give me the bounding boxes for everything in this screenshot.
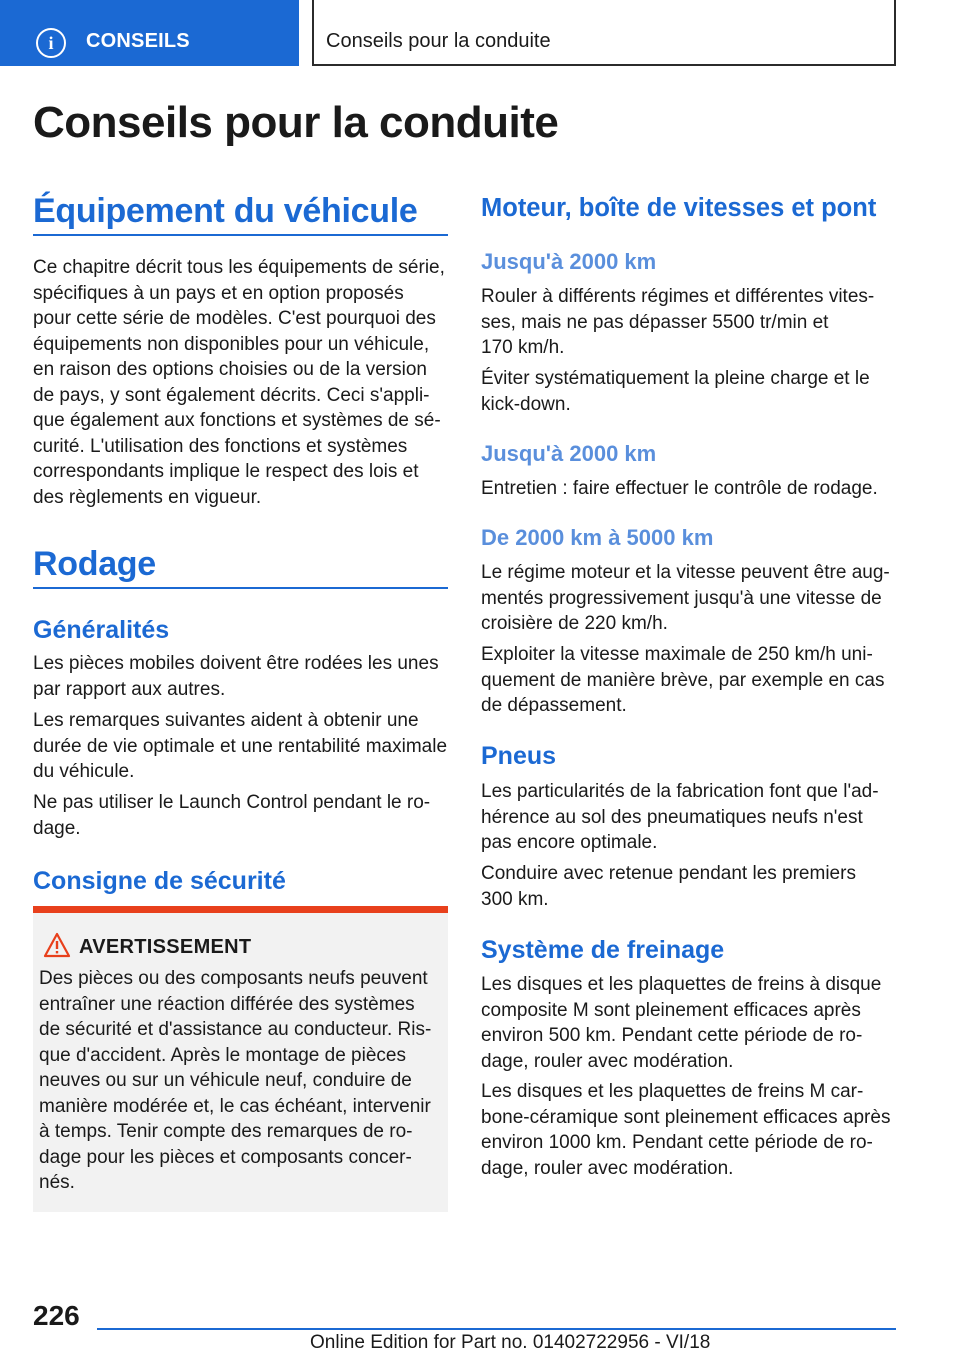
text-line: entraîner une réaction différée des systèmes (39, 993, 415, 1015)
heading-de2000: De 2000 km à 5000 km (481, 525, 714, 550)
jusqua-1-paragraph-2 (481, 366, 899, 417)
text-line: Les disques et les plaquettes de freins à disque (481, 974, 882, 995)
text-line: pas encore optimale. (481, 832, 658, 853)
text-line: kick-down. (481, 393, 571, 415)
text-line: manière modérée et, le cas échéant, intervenir (39, 1095, 431, 1117)
page-title: Conseils pour la conduite (33, 98, 559, 147)
heading-moteur: Moteur, boîte de vitesses et pont (481, 194, 877, 222)
text-line: de pays, y sont également décrits. Ceci s'appli- (33, 384, 430, 406)
generalites-paragraph-2 (33, 708, 453, 785)
text-line: Ce chapitre décrit tous les équipements de série, (33, 257, 445, 278)
text-line: Les particularités de la fabrication font que l'ad- (481, 781, 879, 802)
heading-consigne: Consigne de sécurité (33, 867, 286, 895)
text-line: dage, rouler avec modération. (481, 1157, 734, 1179)
pneus-paragraph-1 (481, 779, 899, 856)
generalites-paragraph-1 (33, 651, 453, 702)
text-line: que également aux fonctions et systèmes de sé- (33, 410, 441, 431)
text-line: à temps. Tenir compte des remarques de ro- (39, 1121, 413, 1142)
text-line: Conduire avec retenue pendant les premiers (481, 863, 856, 884)
text-line: Des pièces ou des composants neufs peuvent (39, 968, 428, 989)
page-number: 226 (33, 1300, 80, 1331)
text-line: équipements non disponibles pour un véhicule, (33, 333, 430, 355)
text-line: Les remarques suivantes aident à obtenir une (33, 710, 419, 731)
text-line: pour cette série de modèles. C'est pourquoi des (33, 308, 436, 329)
text-line: environ 500 km. Pendant cette période de ro- (481, 1025, 863, 1046)
text-line: nés. (39, 1172, 75, 1193)
text-line: 300 km. (481, 888, 549, 910)
heading-rule (33, 234, 448, 236)
text-line: 170 km/h. (481, 337, 565, 358)
heading-jusqua-2: Jusqu'à 2000 km (481, 441, 657, 466)
footer-rule (97, 1328, 896, 1330)
info-icon: i (36, 28, 66, 58)
text-line: durée de vie optimale et une rentabilité maximale (33, 735, 448, 757)
text-line: dage. (33, 817, 81, 839)
text-line: de sécurité et d'assistance au conducteur. Ris- (39, 1019, 432, 1040)
text-line: de dépassement. (481, 695, 627, 716)
de2000-paragraph-1 (481, 560, 899, 637)
section-tab (0, 0, 299, 66)
text-line: quement de manière brève, par exemple en cas (481, 669, 885, 691)
text-line: spécifiques à un pays et en option proposés (33, 282, 404, 304)
text-line: Ne pas utiliser le Launch Control pendant le ro- (33, 792, 431, 813)
text-line: correspondants implique le respect des lois et (33, 461, 419, 482)
pneus-paragraph-2 (481, 861, 899, 912)
jusqua-1-paragraph-1 (481, 284, 899, 361)
text-line: Les pièces mobiles doivent être rodées les unes (33, 653, 439, 674)
edition-note: Online Edition for Part no. 01402722956 - VI/18 (310, 1332, 711, 1353)
heading-rodage: Rodage (33, 545, 156, 583)
warning-bar (33, 906, 448, 913)
text-line: en raison des options choisies ou de la version (33, 359, 427, 380)
section-tab-label: CONSEILS (86, 30, 190, 52)
generalites-paragraph-3 (33, 790, 453, 841)
text-line: mentés progressivement jusqu'à une vitesse de (481, 587, 882, 609)
text-line: Les disques et les plaquettes de freins M car- (481, 1081, 864, 1102)
text-line: Entretien : faire effectuer le contrôle de rodage. (481, 478, 878, 499)
text-line: hérence au sol des pneumatiques neufs n'est (481, 806, 863, 828)
freinage-paragraph-1 (481, 972, 899, 1074)
heading-freinage: Système de freinage (481, 936, 725, 964)
warning-text (39, 966, 444, 1196)
text-line: neuves ou sur un véhicule neuf, conduire de (39, 1070, 412, 1091)
text-line: par rapport aux autres. (33, 678, 226, 700)
warning-triangle-icon (43, 932, 71, 958)
breadcrumb: Conseils pour la conduite (326, 30, 551, 52)
text-line: curité. L'utilisation des fonctions et systèmes (33, 435, 408, 457)
text-line: environ 1000 km. Pendant cette période de ro- (481, 1132, 873, 1153)
text-line: Le régime moteur et la vitesse peuvent être aug- (481, 562, 890, 583)
text-line: bone-céramique sont pleinement efficaces après (481, 1106, 891, 1128)
text-line: croisière de 220 km/h. (481, 613, 668, 634)
text-line: Rouler à différents régimes et différentes vites- (481, 286, 875, 307)
text-line: composite M sont pleinement efficaces après (481, 999, 861, 1021)
heading-jusqua-1: Jusqu'à 2000 km (481, 249, 657, 274)
warning-title: AVERTISSEMENT (79, 936, 252, 958)
heading-pneus: Pneus (481, 742, 557, 770)
freinage-paragraph-2 (481, 1079, 899, 1181)
text-line: que d'accident. Après le montage de pièces (39, 1044, 406, 1066)
heading-equipement: Équipement du véhicule (33, 192, 418, 230)
text-line: du véhicule. (33, 761, 135, 782)
text-line: ses, mais ne pas dépasser 5500 tr/min et (481, 311, 829, 333)
heading-generalites: Généralités (33, 616, 170, 644)
text-line: des règlements en vigueur. (33, 486, 262, 508)
text-line: dage pour les pièces et composants concer- (39, 1146, 412, 1168)
text-line: Exploiter la vitesse maximale de 250 km/h uni- (481, 644, 873, 665)
text-line: Éviter systématiquement la pleine charge et le (481, 368, 870, 389)
text-line: dage, rouler avec modération. (481, 1050, 734, 1072)
heading-rule (33, 587, 448, 589)
de2000-paragraph-2 (481, 642, 899, 719)
jusqua-2-paragraph (481, 476, 899, 502)
equipement-paragraph (33, 255, 453, 510)
warning-box (33, 906, 448, 1212)
